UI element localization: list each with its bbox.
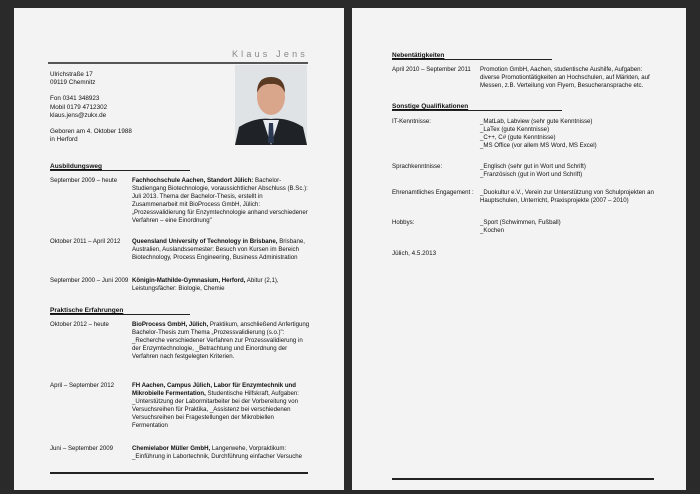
- contact-line: klaus.jens@zukx.de: [50, 111, 107, 119]
- entry-date: April 2010 – September 2011: [392, 66, 471, 73]
- qualification-line: _MS Office (vor allem MS Word, MS Excel): [480, 142, 597, 150]
- entry-text: Praktikum, anschließend Anfertigung Bachelor-Thesis zum Thema „Prozessvalidierung (s.o.)": _Recherche verschiedener Verfahren zur Prozessvalidierung in der Enzymtechnologie, _Betrachtung und Einordnung der Verfahren nach festgelegten Kriterien.: [132, 321, 310, 361]
- contact-line: Ulrichstraße 17: [50, 71, 93, 78]
- footer-rule: [392, 478, 654, 480]
- section-rule: [50, 170, 190, 171]
- entry-date: Oktober 2011 – April 2012: [50, 238, 121, 245]
- qualification-entry: [392, 219, 654, 235]
- education-entry: [50, 238, 310, 262]
- portrait-photo: [235, 65, 307, 145]
- entry-date: September 2009 – heute: [50, 177, 118, 184]
- qualification-label: IT-Kenntnisse:: [392, 118, 431, 125]
- qualification-line: _LaTex (gute Kenntnisse): [480, 126, 550, 134]
- qualification-line: _Kochen: [480, 227, 505, 235]
- qualification-line: _Sport (Schwimmen, Fußball): [480, 219, 561, 226]
- contact-line: in Herford: [50, 136, 78, 144]
- qualification-entry: [392, 118, 654, 150]
- entry-title: Chemielabor Müller GmbH,: [132, 445, 211, 452]
- entry-title: Königin-Mathilde-Gymnasium, Herford,: [132, 277, 246, 284]
- entry-date: Oktober 2012 – heute: [50, 321, 109, 328]
- entry-title: BioProcess GmbH, Jülich,: [132, 321, 209, 328]
- qualification-line: _MatLab, Labview (sehr gute Kenntnisse): [480, 118, 593, 125]
- qualification-label: Hobbys:: [392, 219, 415, 226]
- entry-title: FH Aachen, Campus Jülich, Labor für Enzymtechnik und Mikrobielle Fermentation,: [132, 382, 296, 398]
- entry-text: Abitur (2,1), Leistungsfächer: Biologie, Chemie: [132, 277, 279, 293]
- contact-block: [50, 71, 210, 144]
- qualification-label: Sprachkenntnisse:: [392, 163, 443, 170]
- section-rule: [50, 314, 190, 315]
- cv-page-1: [14, 8, 344, 490]
- entry-text: Studentische Hilfskraft, Aufgaben: _Unterstützung der Labormitarbeiter bei der Vorbereitung von Versuchsreihen für Praktika, _Assistenz bei verschiedenen Versuchsreihen bei Fragestellungen der Mikrobiellen Fermentation: [132, 390, 299, 430]
- qualification-entry: [392, 163, 654, 179]
- qualification-line: _Französisch (gut in Wort und Schrift): [480, 171, 583, 179]
- entry-title: Fachhochschule Aachen, Standort Jülich:: [132, 177, 254, 184]
- education-entry: [50, 177, 310, 226]
- qualifications-heading: Sonstige Qualifikationen: [392, 103, 469, 110]
- entry-text: Bachelor-Studiengang Biotechnologie, voraussichtlicher Abschluss (B.Sc.): Juli 2013. Thema der Bachelor-Thesis, erstellt in Zusammenarbeit mit BioProcess GmbH, Jülich: „Prozessvalidierung für Enzymtechnologie anhand verschiedener Verfahren – eine Einordnung": [132, 177, 308, 225]
- education-entry: [50, 277, 310, 293]
- contact-line: 09119 Chemnitz: [50, 79, 96, 87]
- place-date: Jülich, 4.5.2013: [392, 250, 437, 257]
- qualification-line: _Englisch (sehr gut in Wort und Schrift): [480, 163, 586, 170]
- footer-rule: [50, 472, 308, 474]
- contact-line: Geboren am 4. Oktober 1988: [50, 128, 132, 136]
- qualification-label: Ehrenamtliches Engagement :: [392, 189, 474, 196]
- qualification-line: _Duokultur e.V., Verein zur Unterstützung von Schulprojekten an Hauptschulen, Unterricht, Praxisprojekte (2007 – 2010): [480, 189, 654, 205]
- education-heading: Ausbildungsweg: [50, 163, 102, 170]
- experience-heading: Praktische Erfahrungen: [50, 307, 124, 314]
- entry-date: April – September 2012: [50, 382, 115, 389]
- qualification-entry: [392, 189, 654, 205]
- entry-date: Juni – September 2009: [50, 445, 114, 452]
- entry-title: Queensland University of Technology in Brisbane,: [132, 238, 278, 245]
- experience-entry: [50, 321, 310, 361]
- section-rule: [392, 110, 562, 111]
- applicant-name: Klaus Jens: [231, 49, 308, 59]
- cv-page-2: [352, 8, 686, 490]
- experience-entry: [50, 382, 310, 431]
- entry-text: Brisbane, Australien, Auslandssemester: Besuch von Kursen im Bereich Biotechnology, Process Engineering, Business Administration: [132, 238, 305, 262]
- contact-line: Mobil 0179 4712302: [50, 103, 108, 111]
- contact-line: Fon 0341 348923: [50, 95, 100, 103]
- header-rule: [48, 62, 308, 64]
- side-jobs-heading: Nebentätigkeiten: [392, 52, 445, 59]
- entry-text: Langerwehe, Vorpraktikum: _Einführung in Labortechnik, Durchführung einfacher Versuche: [132, 445, 303, 461]
- side-job-entry: [392, 66, 654, 90]
- entry-text: Promotion GmbH, Aachen, studentische Aushilfe, Aufgaben: diverse Promotiontätigkeiten an Hochschulen, auf Märkten, auf Messen, z.B. Verteilung von Flyern, Besucheransprache etc.: [480, 66, 650, 90]
- qualification-line: _C++, C# (gute Kenntnisse): [480, 134, 556, 142]
- section-rule: [392, 59, 552, 60]
- experience-entry: [50, 445, 310, 461]
- entry-date: September 2000 – Juni 2009: [50, 277, 129, 284]
